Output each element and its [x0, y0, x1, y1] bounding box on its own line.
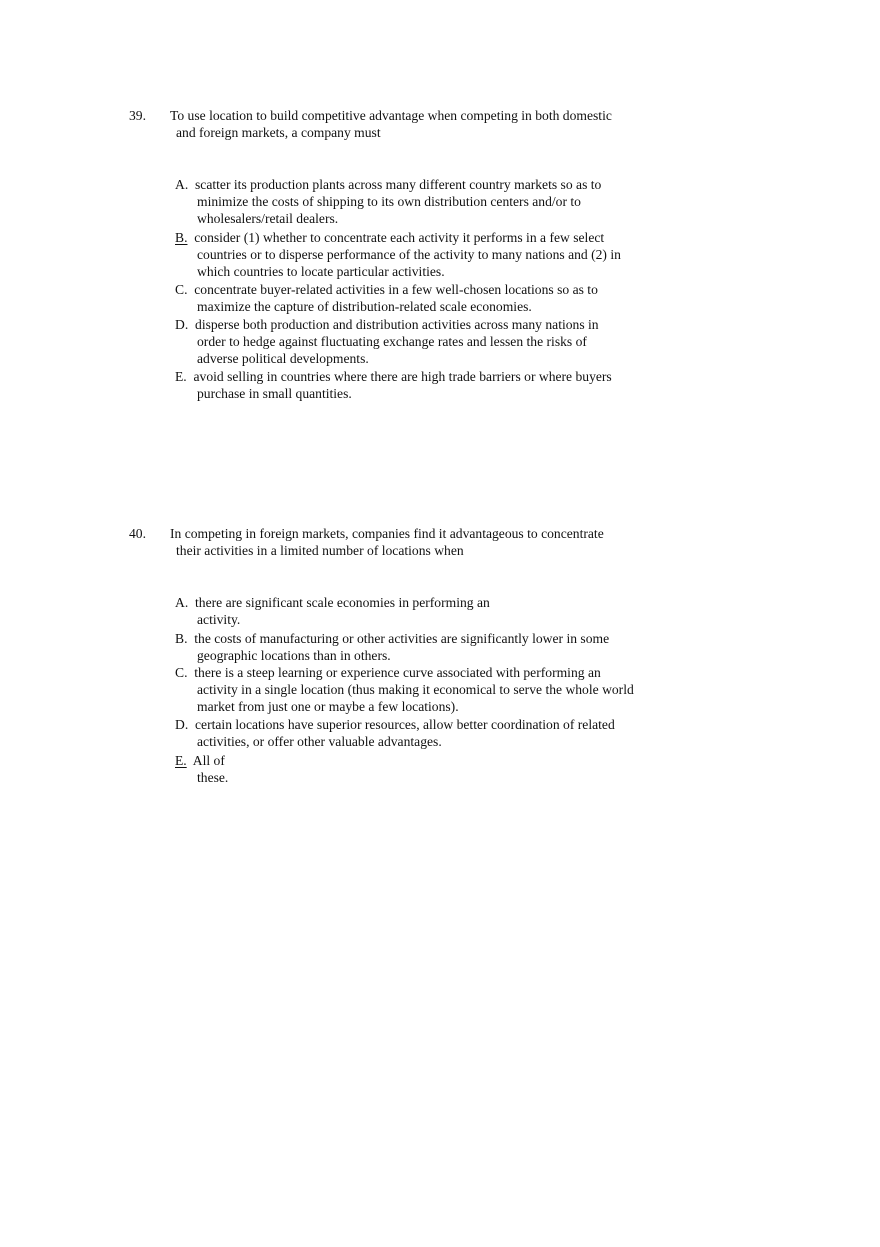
- question-stem-line: and foreign markets, a company must: [176, 125, 381, 140]
- option-text-line: avoid selling in countries where there are high trade barriers or where buyers: [193, 369, 612, 384]
- option-letter: A.: [175, 595, 189, 610]
- option-text-line: geographic locations than in others.: [197, 648, 391, 664]
- question-stem: [170, 525, 604, 559]
- option-text-line: market from just one or maybe a few locations).: [197, 699, 459, 715]
- question-stem-line: In competing in foreign markets, companies find it advantageous to concentrate: [170, 526, 604, 541]
- option-text-line: there are significant scale economies in performing an: [195, 595, 490, 610]
- option-letter: E.: [175, 369, 187, 384]
- option-letter: A.: [175, 177, 189, 192]
- option-a: [175, 176, 601, 228]
- option-d: [175, 716, 615, 750]
- option-text-line: wholesalers/retail dealers.: [197, 211, 339, 227]
- question-number: 40.: [129, 526, 146, 541]
- option-text-line: the costs of manufacturing or other activities are significantly lower in some: [194, 631, 610, 646]
- option-text-line: activities, or offer other valuable advantages.: [197, 734, 442, 750]
- question-stem-line: To use location to build competitive advantage when competing in both domestic: [170, 108, 612, 123]
- option-text-line: which countries to locate particular activities.: [197, 264, 445, 280]
- option-e-answer: [175, 752, 228, 786]
- option-e: [175, 368, 612, 402]
- option-text-line: activity.: [197, 612, 241, 628]
- option-text-line: countries or to disperse performance of the activity to many nations and (2) in: [197, 247, 621, 263]
- option-c: [175, 281, 598, 315]
- option-letter-answer: B.: [175, 230, 188, 245]
- option-d: [175, 316, 599, 368]
- option-letter: D.: [175, 317, 189, 332]
- option-c: [175, 664, 634, 716]
- option-text-line: adverse political developments.: [197, 351, 369, 367]
- option-letter: C.: [175, 282, 188, 297]
- option-a: [175, 594, 490, 628]
- option-letter: B.: [175, 631, 188, 646]
- option-letter-answer: E.: [175, 753, 187, 768]
- option-text-line: concentrate buyer-related activities in a few well-chosen locations so as to: [194, 282, 598, 297]
- question-stem-line: their activities in a limited number of locations when: [176, 543, 464, 558]
- option-text-line: scatter its production plants across many different country markets so as to: [195, 177, 602, 192]
- option-text-line: minimize the costs of shipping to its own distribution centers and/or to: [197, 194, 581, 210]
- question-number: 39.: [129, 108, 146, 123]
- option-b: [175, 630, 609, 664]
- option-letter: D.: [175, 717, 189, 732]
- option-text-line: there is a steep learning or experience curve associated with performing an: [194, 665, 601, 680]
- option-text-line: purchase in small quantities.: [197, 386, 352, 402]
- option-text-line: consider (1) whether to concentrate each activity it performs in a few select: [194, 230, 605, 245]
- option-text-line: these.: [197, 770, 229, 786]
- option-text-line: certain locations have superior resources, allow better coordination of related: [195, 717, 615, 732]
- question-stem: [170, 107, 612, 141]
- option-text-line: maximize the capture of distribution-related scale economies.: [197, 299, 532, 315]
- option-letter: C.: [175, 665, 188, 680]
- option-text-line: disperse both production and distribution activities across many nations in: [195, 317, 599, 332]
- option-text-line: All of: [192, 753, 225, 768]
- option-b-answer: [175, 229, 621, 281]
- option-text-line: activity in a single location (thus making it economical to serve the whole world: [197, 682, 634, 698]
- option-text-line: order to hedge against fluctuating exchange rates and lessen the risks of: [197, 334, 587, 350]
